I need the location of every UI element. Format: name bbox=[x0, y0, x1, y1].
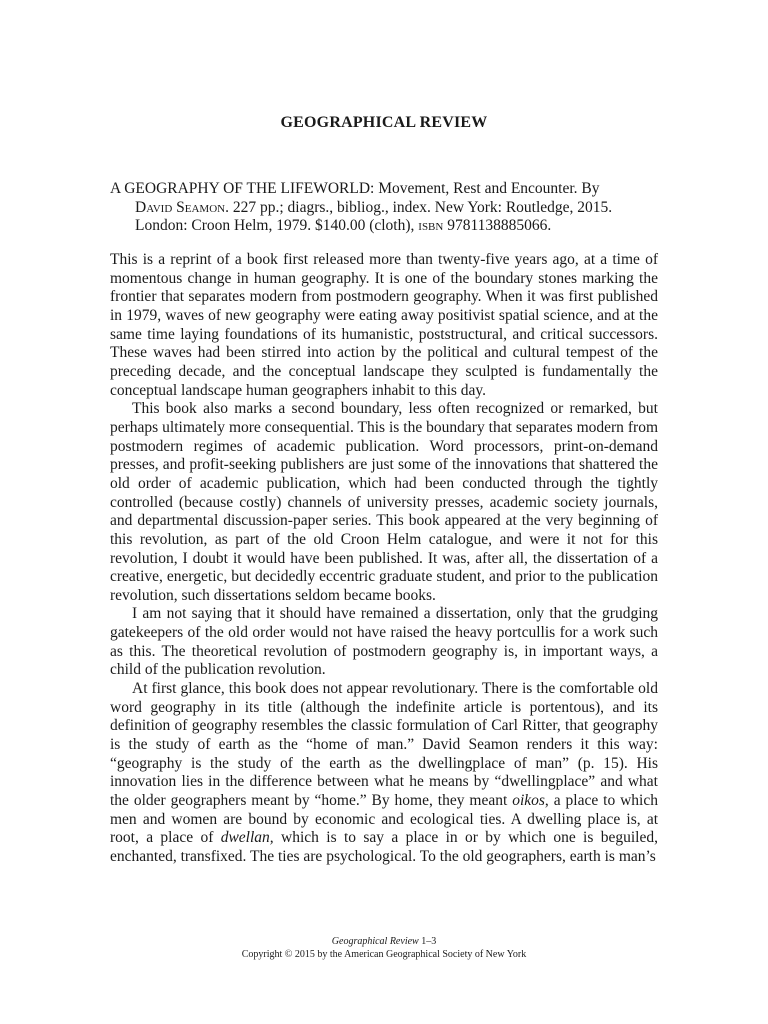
citation-line-3 bbox=[110, 217, 658, 236]
paragraph-2: This book also marks a second boundary, less often recognized or remarked, but perhaps ultimately more consequential. This is the boundary that separates modern from postmodern regimes of academic publication. Word processors, print-on-demand presses, and profit-seeking publishers are just some of the innovations that shattered the old order of academic publication, which had been conducted through the tightly controlled (because costly) channels of university presses, academic society journals, and departmental discussion-paper series. This book appeared at the very beginning of this revolution, as part of the old Croon Helm catalogue, and were it not for this revolution, I doubt it would have been published. It was, after all, the dissertation of a creative, energetic, but decidedly eccentric graduate student, and prior to the publication revolution, such dissertations seldom became books. bbox=[110, 400, 658, 604]
paragraph-1: This is a reprint of a book first released more than twenty-five years ago, at a time of momentous change in human geography. It is one of the boundary stones marking the frontier that separates modern from postmodern geography. When it was first published in 1979, waves of new geography were eating away positivist spatial science, and at the same time laying foundations of its humanistic, poststructural, and critical successors. These waves had been stirred into action by the political and cultural tempest of the preceding decade, and the conceptual landscape they sculpted is fundamentally the conceptual landscape human geographers inhabit to this day. bbox=[110, 251, 658, 399]
paragraph-3: I am not saying that it should have remained a dissertation, only that the grudging gatekeepers of the old order would not have raised the heavy portcullis for a work such as this. The theoretical revolution of postmodern geography is, in important ways, a child of the publication revolution. bbox=[110, 605, 658, 679]
journal-title: GEOGRAPHICAL REVIEW bbox=[280, 114, 488, 131]
citation-details: . 227 pp.; diagrs., bibliog., index. New York: Routledge, 2015. bbox=[225, 198, 613, 216]
paragraph-4-text-b: , a place to which men and women are bound by economic and ecological ties. A dwelling place is, at root, a place of bbox=[110, 792, 658, 847]
citation-isbn-label: isbn bbox=[418, 217, 444, 234]
paragraph-4-text-a: At first glance, this book does not appear revolutionary. There is the comfortable old word geography in its title (although the indefinite article is portentous), and its definition of geography resembles the classic formulation of Carl Ritter, that geography is the study of earth as the “home of man.” David Seamon renders it this way: “geography is the study of the earth as the dwellingplace of man” (p. 15). His innovation lies in the difference between what he means by “dwellingplace” and what the older geographers meant by “home.” By home, they meant bbox=[110, 680, 658, 810]
citation-author: David Seamon bbox=[135, 198, 226, 216]
footer-journal-line bbox=[0, 935, 768, 948]
citation-line-2 bbox=[110, 199, 658, 218]
footer-copyright: Copyright © 2015 by the American Geographical Society of New York bbox=[241, 949, 527, 960]
review-body bbox=[110, 251, 658, 867]
book-citation bbox=[110, 180, 658, 236]
footer-pages: 1–3 bbox=[418, 936, 437, 947]
paragraph-4-text-c: which is to say a place in or by which one is beguiled, enchanted, transfixed. The ties are psychological. To the old geographers, earth is man’s bbox=[110, 829, 658, 865]
term-dwellan: dwellan, bbox=[220, 829, 274, 847]
footer-journal-name: Geographical Review bbox=[331, 936, 419, 947]
paragraph-4 bbox=[110, 680, 658, 867]
term-oikos: oikos bbox=[512, 792, 545, 810]
page-footer bbox=[0, 935, 768, 961]
citation-line-1: A GEOGRAPHY OF THE LIFEWORLD: Movement, Rest and Encounter. By bbox=[110, 180, 600, 197]
citation-publisher: London: Croon Helm, 1979. $140.00 (cloth), bbox=[135, 217, 419, 234]
citation-isbn: 9781138885066. bbox=[443, 217, 552, 234]
